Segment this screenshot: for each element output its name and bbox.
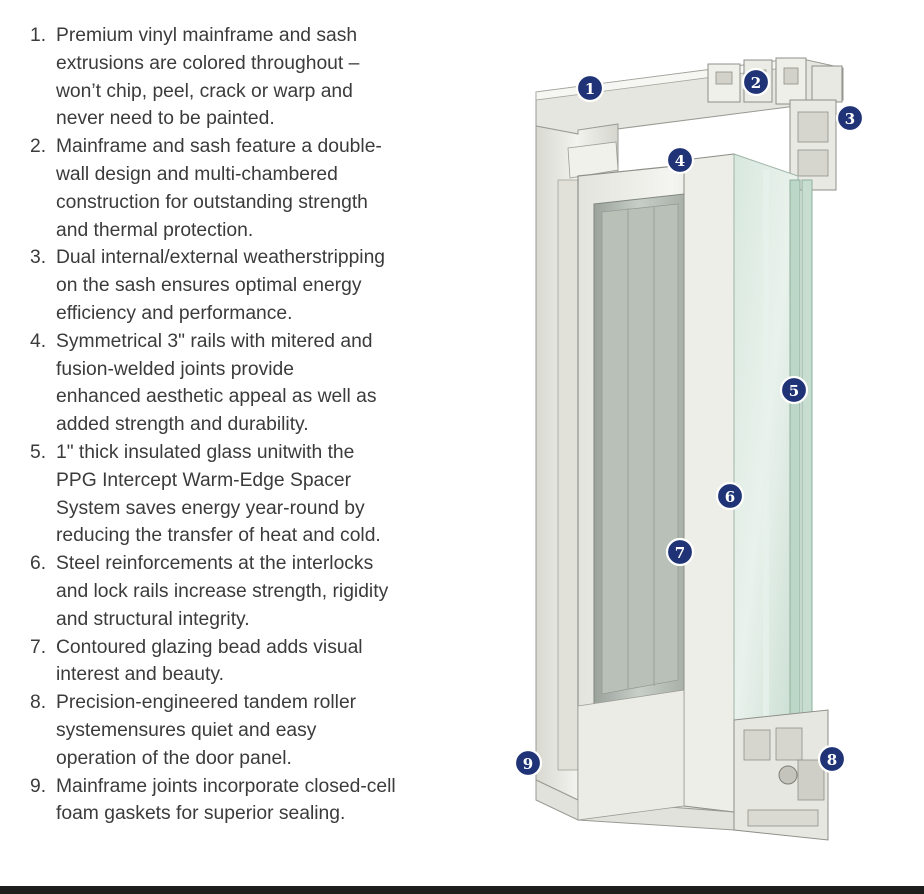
feature-item-3 [30, 244, 455, 327]
feature-item-7 [30, 634, 455, 690]
feature-number: 9. [30, 775, 47, 797]
callout-6 [717, 483, 743, 509]
feature-number: 8. [30, 692, 47, 714]
feature-number: 3. [30, 247, 47, 269]
feature-number: 6. [30, 553, 47, 575]
feature-item-5 [30, 439, 455, 550]
feature-text: Contoured glazing bead adds visual interest and beauty. [56, 636, 363, 686]
feature-item-1 [30, 22, 455, 133]
callout-2 [743, 69, 769, 95]
feature-item-8 [30, 689, 455, 772]
callout-4 [667, 147, 693, 173]
callout-9 [515, 750, 541, 776]
feature-number: 4. [30, 330, 47, 352]
callout-7-label: 7 [674, 544, 686, 562]
feature-list [30, 22, 455, 828]
callout-8-label: 8 [826, 751, 838, 769]
callout-1 [577, 75, 603, 101]
window-cutaway-illustration [498, 30, 888, 860]
callout-9-label: 9 [522, 755, 534, 773]
feature-text: Precision-engineered tandem roller systemensures quiet and easy operation of the door panel. [56, 692, 357, 769]
feature-text: Symmetrical 3" rails with mitered and fusion-welded joints provide enhanced aesthetic appeal as well as added strength and durability. [56, 330, 377, 436]
callout-3-label: 3 [844, 110, 856, 128]
feature-text: Premium vinyl mainframe and sash extrusions are colored throughout – won’t chip, peel, crack or warp and never need to be painted. [56, 25, 360, 130]
bottom-divider-bar [0, 886, 924, 894]
callout-6-label: 6 [724, 488, 736, 506]
glass-unit [734, 154, 812, 730]
feature-item-9 [30, 773, 455, 829]
callout-4-label: 4 [674, 152, 686, 170]
feature-item-2 [30, 133, 455, 244]
feature-text: Dual internal/external weatherstripping on the sash ensures optimal energy efficiency and performance. [56, 247, 386, 324]
feature-item-4 [30, 328, 455, 439]
feature-number: 2. [30, 136, 47, 158]
feature-text: Steel reinforcements at the interlocks and lock rails increase strength, rigidity and structural integrity. [56, 553, 389, 630]
callout-2-label: 2 [750, 74, 762, 92]
callout-8 [819, 746, 845, 772]
feature-text: Mainframe and sash feature a double- wall design and multi-chambered construction for outstanding strength and thermal protection. [56, 136, 382, 241]
window-cutaway-diagram [498, 30, 888, 860]
callout-5-label: 5 [788, 382, 800, 400]
callout-7 [667, 539, 693, 565]
feature-item-6 [30, 550, 455, 633]
feature-number: 7. [30, 636, 47, 658]
feature-text: 1" thick insulated glass unitwith the PPG Intercept Warm-Edge Spacer System saves energy year-round by reducing the transfer of heat and cold. [56, 441, 381, 547]
callout-3 [837, 105, 863, 131]
callout-5 [781, 377, 807, 403]
feature-text: Mainframe joints incorporate closed-cell foam gaskets for superior sealing. [56, 775, 396, 825]
feature-number: 5. [30, 441, 47, 463]
feature-number: 1. [30, 25, 47, 46]
callout-1-label: 1 [584, 80, 596, 98]
